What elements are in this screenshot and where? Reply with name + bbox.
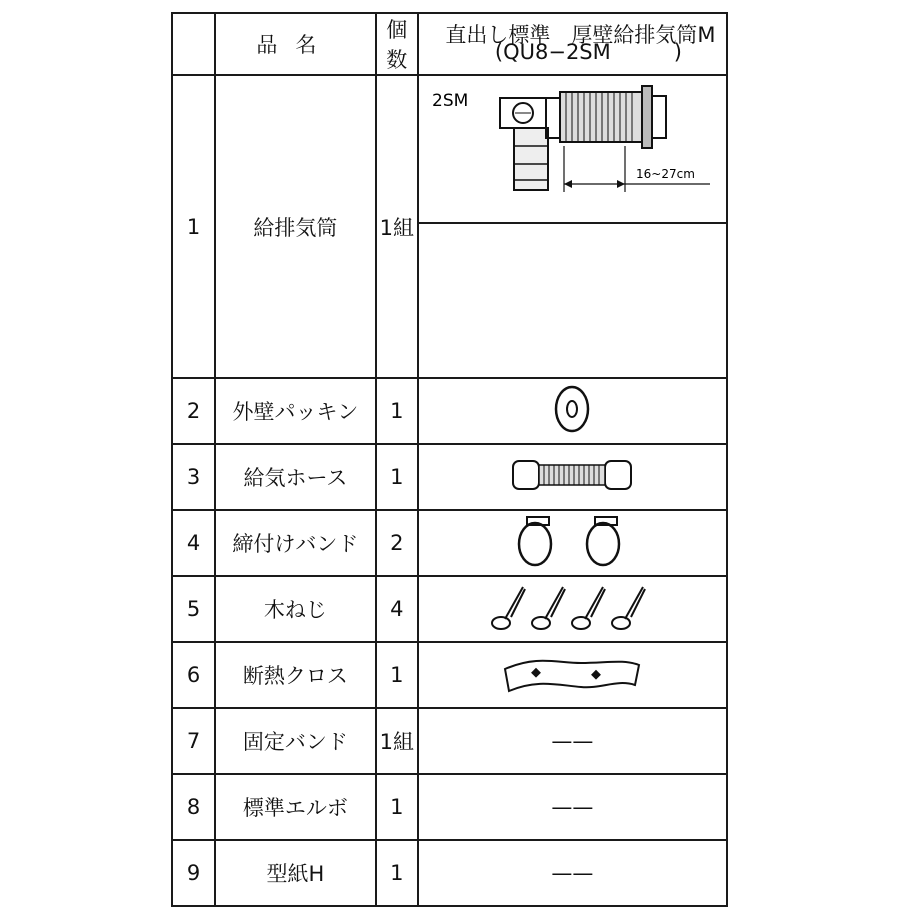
- parts-table: [171, 12, 728, 907]
- row-qty: 2: [376, 510, 418, 576]
- row-qty: 1組: [376, 708, 418, 774]
- row-no: 6: [172, 642, 215, 708]
- flue-pipe-icon: [420, 76, 724, 222]
- insulation-cloth-icon: [497, 649, 647, 697]
- table-row: [172, 774, 727, 840]
- row-no: 9: [172, 840, 215, 906]
- row-qty: 4: [376, 576, 418, 642]
- header-qty: 個数: [376, 13, 418, 75]
- row-name: 固定バンド: [215, 708, 376, 774]
- row-name: 締付けバンド: [215, 510, 376, 576]
- drawing-label-2sm: 2SM: [432, 91, 469, 111]
- row-name: 給気ホース: [215, 444, 376, 510]
- row-no: 4: [172, 510, 215, 576]
- row-illustration: [418, 642, 727, 708]
- row-no: 3: [172, 444, 215, 510]
- row-illustration: [418, 444, 727, 510]
- row-no: 5: [172, 576, 215, 642]
- row-illustration: ——: [418, 840, 727, 906]
- table-row: [172, 642, 727, 708]
- header-illustration-line1: 直出し標準 厚壁給排気筒M: [445, 23, 716, 47]
- row-qty: 1: [376, 840, 418, 906]
- row-name: 給排気筒: [215, 75, 376, 378]
- table-header-row: [172, 13, 727, 75]
- row-name: 標準エルボ: [215, 774, 376, 840]
- row-qty: 1組: [376, 75, 418, 378]
- row-name: 断熱クロス: [215, 642, 376, 708]
- row-no: 1: [172, 75, 215, 378]
- header-name: 品名: [215, 13, 376, 75]
- wood-screw-icon: [487, 579, 657, 635]
- table-row: [172, 708, 727, 774]
- dimension-label: 16~27cm: [636, 167, 696, 181]
- row-illustration: ——: [418, 708, 727, 774]
- header-no: [172, 13, 215, 75]
- row-name: 外壁パッキン: [215, 378, 376, 444]
- illustration-blank-area: [419, 224, 726, 377]
- row-illustration: [418, 75, 727, 378]
- row-illustration: [418, 576, 727, 642]
- row-qty: 1: [376, 642, 418, 708]
- row-illustration: ——: [418, 774, 727, 840]
- row-name: 型紙H: [215, 840, 376, 906]
- row-illustration: [418, 378, 727, 444]
- table-row: [172, 576, 727, 642]
- row-qty: 1: [376, 774, 418, 840]
- row-no: 8: [172, 774, 215, 840]
- header-illustration-line2: (QU8−2SM ): [494, 40, 682, 64]
- row-qty: 1: [376, 444, 418, 510]
- flue-pipe-drawing: [419, 76, 726, 224]
- table-row: [172, 378, 727, 444]
- row-no: 7: [172, 708, 215, 774]
- table-row: [172, 840, 727, 906]
- table-row: [172, 444, 727, 510]
- band-clamp-icon: [507, 513, 637, 569]
- row-qty: 1: [376, 378, 418, 444]
- header-illustration: [418, 13, 727, 75]
- gasket-icon: [542, 382, 602, 436]
- row-no: 2: [172, 378, 215, 444]
- hose-icon: [507, 453, 637, 497]
- row-illustration: [418, 510, 727, 576]
- table-row: [172, 75, 727, 378]
- table-row: [172, 510, 727, 576]
- row-name: 木ねじ: [215, 576, 376, 642]
